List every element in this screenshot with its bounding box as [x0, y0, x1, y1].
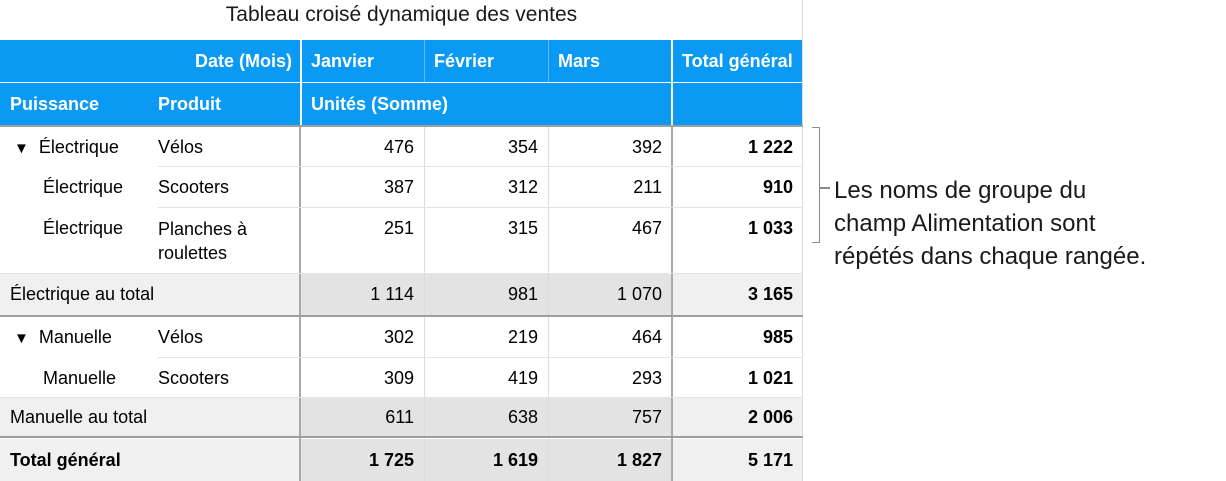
power-label[interactable]: Électrique — [43, 218, 124, 238]
grid-line — [802, 0, 803, 481]
disclosure-triangle-icon[interactable]: ▼ — [14, 140, 29, 157]
subtotal-value[interactable]: 638 — [507, 407, 538, 427]
month-header-mar[interactable]: Mars — [548, 40, 672, 82]
value-cell[interactable]: 315 — [507, 218, 538, 238]
subtotal-value[interactable]: 611 — [385, 407, 414, 427]
header-divider — [424, 40, 425, 83]
grid-line — [299, 125, 301, 481]
value-cell[interactable]: 419 — [507, 368, 538, 388]
value-cell[interactable]: 302 — [383, 327, 414, 347]
subtotal-total[interactable]: 3 165 — [747, 284, 793, 304]
grid-line — [0, 315, 803, 317]
callout-text — [834, 174, 1226, 273]
grand-total-value[interactable]: 1 827 — [616, 450, 662, 470]
subtotal-total[interactable]: 2 006 — [747, 407, 793, 427]
group-power-cell[interactable] — [6, 317, 156, 357]
product-cell[interactable]: Planches à roulettes — [158, 219, 248, 263]
value-cell[interactable]: 211 — [633, 177, 662, 197]
group-power-cell[interactable] — [6, 127, 156, 167]
disclosure-triangle-icon[interactable]: ▼ — [14, 330, 29, 347]
product-cell[interactable]: Scooters — [158, 368, 230, 388]
product-cell[interactable]: Scooters — [158, 177, 230, 197]
grid-line — [158, 207, 803, 208]
value-cell[interactable]: 476 — [383, 137, 414, 157]
subtotal-value[interactable]: 1 114 — [370, 284, 414, 304]
value-cell[interactable]: 293 — [631, 368, 662, 388]
product-cell[interactable]: Vélos — [158, 327, 204, 347]
header-divider — [0, 82, 803, 83]
grand-total-value[interactable]: 1 725 — [368, 450, 414, 470]
month-header-feb[interactable]: Février — [424, 40, 548, 82]
table-title: Tableau croisé dynamique des ventes — [225, 3, 578, 26]
grid-line — [548, 125, 549, 481]
total-cell[interactable]: 1 033 — [747, 218, 793, 238]
callout-leader — [820, 187, 830, 189]
callout-line: Les noms de groupe du champ Alimentation sont répétés dans chaque rangée. — [834, 177, 1147, 270]
power-label[interactable]: Manuelle — [43, 368, 117, 388]
grid-line — [158, 166, 803, 167]
total-cell[interactable]: 1 021 — [747, 368, 793, 388]
power-label[interactable]: Électrique — [43, 177, 124, 197]
grid-line — [0, 125, 803, 127]
value-cell[interactable]: 309 — [383, 368, 414, 388]
value-cell[interactable]: 219 — [507, 327, 538, 347]
grand-total-label[interactable]: Total général — [10, 450, 121, 470]
subtotal-value[interactable]: 1 070 — [616, 284, 662, 304]
puissance-header[interactable]: Puissance — [0, 83, 148, 125]
product-cell[interactable]: Vélos — [158, 137, 204, 157]
grid-line — [424, 125, 425, 481]
total-cell[interactable]: 1 222 — [747, 137, 793, 157]
power-label: Électrique — [38, 137, 119, 157]
value-cell[interactable]: 251 — [383, 218, 414, 238]
subtotal-label[interactable]: Manuelle au total — [10, 407, 148, 427]
grid-line — [0, 436, 803, 438]
value-cell[interactable]: 392 — [631, 137, 662, 157]
grid-line — [0, 397, 803, 398]
grand-total-header[interactable]: Total général — [672, 40, 803, 82]
date-field-label[interactable]: Date (Mois) — [0, 40, 300, 82]
value-cell[interactable]: 467 — [631, 218, 662, 238]
grand-total-value[interactable]: 1 619 — [492, 450, 538, 470]
value-cell[interactable]: 387 — [383, 177, 414, 197]
values-header[interactable]: Unités (Somme) — [301, 83, 671, 125]
month-header-jan[interactable]: Janvier — [301, 40, 424, 82]
callout-bracket — [812, 127, 820, 243]
subtotal-value[interactable]: 757 — [631, 407, 662, 427]
produit-header[interactable]: Produit — [158, 83, 298, 125]
grid-line — [671, 125, 673, 481]
total-cell[interactable]: 910 — [762, 177, 793, 197]
power-label: Manuelle — [38, 327, 112, 347]
grand-total-sum[interactable]: 5 171 — [747, 450, 793, 470]
value-cell[interactable]: 464 — [631, 327, 662, 347]
grid-line — [0, 273, 803, 274]
value-cell[interactable]: 354 — [507, 137, 538, 157]
subtotal-label[interactable]: Électrique au total — [10, 284, 155, 304]
grid-line — [158, 357, 803, 358]
total-cell[interactable]: 985 — [762, 327, 793, 347]
header-divider — [548, 40, 549, 83]
value-cell[interactable]: 312 — [507, 177, 538, 197]
subtotal-value[interactable]: 981 — [507, 284, 538, 304]
